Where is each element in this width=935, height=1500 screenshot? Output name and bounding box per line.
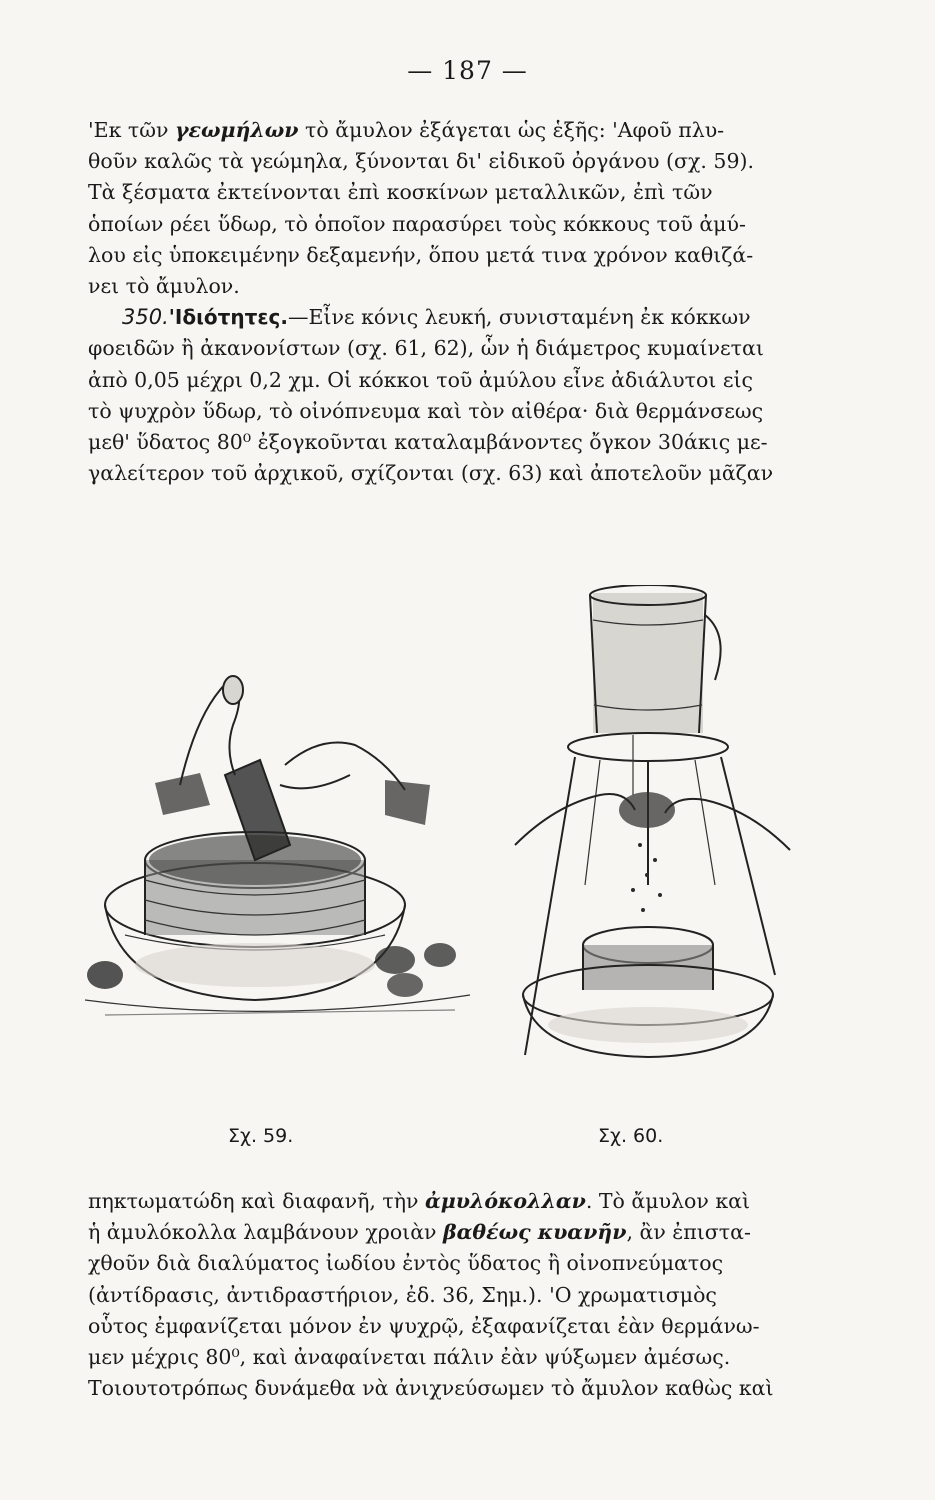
paragraph-potatoes — [88, 115, 828, 302]
page-number: — 187 — — [407, 56, 528, 85]
emphasis-term: βαθέως κυανῆν — [443, 1220, 627, 1245]
text-line: ἀπὸ 0,05 μέχρι 0,2 χμ. Οἱ κόκκοι τοῦ ἀμύλου εἶνε ἀδιάλυτοι εἰς — [88, 367, 753, 392]
text-line: λου εἰς ὑποκειμένην δεξαμενήν, ὅπου μετά τινα χρόνον καθιζά- — [88, 242, 754, 267]
text-line: ὁποίων ρέει ὕδωρ, τὸ ὁποῖον παρασύρει τοὺς κόκκους τοῦ ἀμύ- — [88, 211, 746, 236]
paragraph-properties — [88, 302, 828, 489]
text-block-top — [88, 115, 828, 489]
text-block-bottom — [88, 1186, 828, 1404]
text-line: (ἀντίδρασις, ἀντιδραστήριον, ἐδ. 36, Σημ.). 'Ο χρωματισμὸς — [88, 1282, 717, 1307]
figure-60-caption: Σχ. 60. — [598, 1125, 664, 1147]
text-line: μεν μέχρις 80⁰, καὶ ἀναφαίνεται πάλιν ἐὰν ψύξωμεν ἀμέσως. — [88, 1345, 731, 1370]
emphasis-term: γεωμήλων — [174, 118, 299, 142]
text-line: Τοιουτοτρόπως δυνάμεθα νὰ ἀνιχνεύσωμεν τὸ ἄμυλον καθὼς καὶ — [88, 1376, 774, 1401]
section-number: 350. — [122, 305, 169, 330]
figure-59-caption: Σχ. 59. — [228, 1125, 294, 1147]
text-line: τὸ ψυχρὸν ὕδωρ, τὸ οἰνόπνευμα καὶ τὸν αἰθέρα· διὰ θερμάνσεως — [88, 398, 764, 423]
text-line: χθοῦν διὰ διαλύματος ἰωδίου ἐντὸς ὕδατος ἢ οἰνοπνεύματος — [88, 1251, 724, 1276]
paragraph-starch-paste — [88, 1186, 828, 1404]
text-line: 350.'Ιδιότητες.—Εἶνε κόνις λευκή, συνισταμένη ἐκ κόκκων — [122, 305, 751, 330]
text-line: Τὰ ξέσματα ἐκτείνονται ἐπὶ κοσκίνων μεταλλικῶν, ἐπὶ τῶν — [88, 180, 713, 205]
text-line: θοῦν καλῶς τὰ γεώμηλα, ξύνονται δι' εἰδικοῦ ὀργάνου (σχ. 59). — [88, 149, 755, 174]
emphasis-term: ἀμυλόκολλαν — [425, 1189, 586, 1213]
text-line: πηκτωματώδη καὶ διαφανῆ, τὴν ἀμυλόκολλαν. Τὸ ἄμυλον καὶ — [88, 1189, 751, 1213]
text-line: ἡ ἀμυλόκολλα λαμβάνουν χροιὰν βαθέως κυανῆν, ἂν ἐπιστα- — [88, 1220, 751, 1245]
figure-59-grating-illustration — [85, 665, 475, 1060]
text-line: οὗτος ἐμφανίζεται μόνον ἐν ψυχρῷ, ἐξαφανίζεται ἐὰν θερμάνω- — [88, 1313, 760, 1338]
figure-60-washing-illustration — [505, 585, 805, 1060]
section-title: 'Ιδιότητες. — [168, 305, 288, 330]
text-line: νει τὸ ἄμυλον. — [88, 274, 240, 299]
text-line: μεθ' ὕδατος 80⁰ ἐξογκοῦνται καταλαμβάνοντες ὄγκον 30άκις με- — [88, 430, 768, 455]
text-line: φοειδῶν ἢ ἀκανονίστων (σχ. 61, 62), ὧν ἡ διάμετρος κυμαίνεται — [88, 336, 764, 361]
text-line: 'Εκ τῶν γεωμήλων τὸ ἄμυλον ἐξάγεται ὡς ἑξῆς: 'Αφοῦ πλυ- — [88, 118, 725, 142]
text-line: γαλείτερον τοῦ ἀρχικοῦ, σχίζονται (σχ. 63) καὶ ἀποτελοῦν μᾶζαν — [88, 461, 774, 486]
